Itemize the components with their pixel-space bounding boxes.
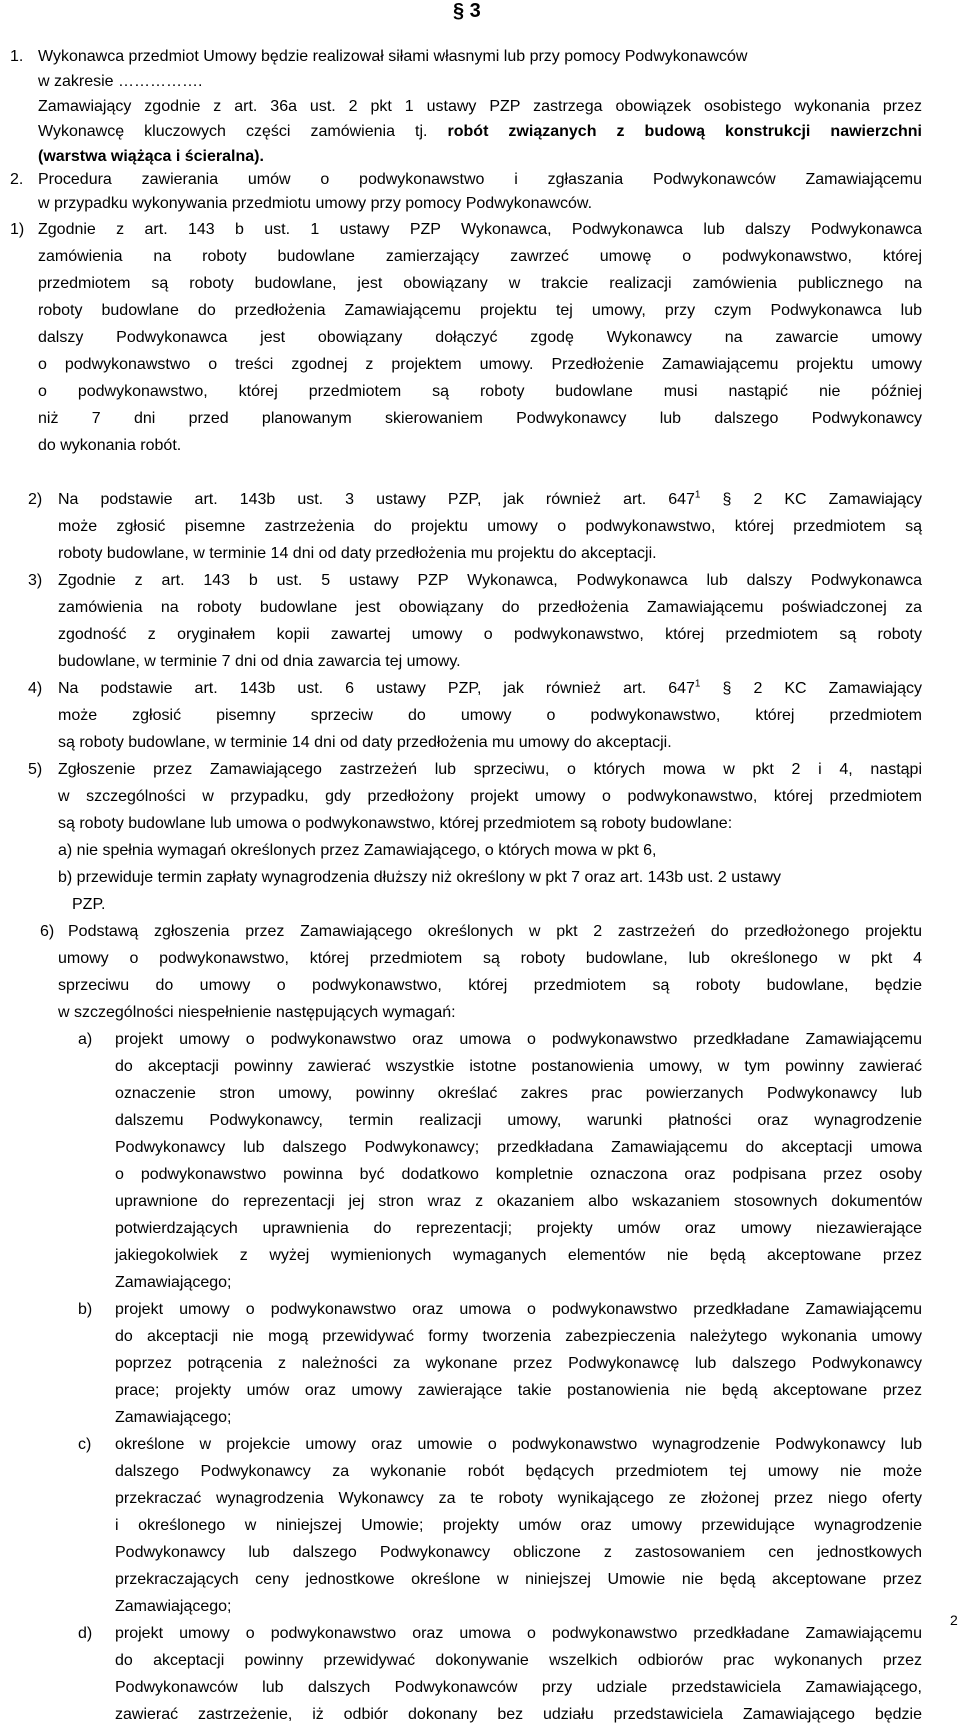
list-item [40, 918, 922, 1026]
text-segment: Wykonawcę kluczowych części zamówienia tj. [38, 123, 428, 140]
superscript: 1 [694, 489, 701, 501]
text-line: Zamawiającego; [115, 1409, 232, 1426]
text-line: roboty budowlane do przedłożenia Zamawiającemu projektu tej umowy, przy czym Podwykonawca lub [38, 302, 922, 319]
item-label: 2) [28, 491, 43, 508]
text-line: projekt umowy o podwykonawstwo oraz umowa o podwykonawstwo przedkładane Zamawiającemu [115, 1031, 922, 1048]
text-line [58, 675, 922, 702]
item-label: 6) [40, 923, 55, 940]
text-line: w przypadku wykonywania przedmiotu umowy przy pomocy Podwykonawców. [38, 195, 593, 212]
text-line: do akceptacji powinny zawierać wszystkie istotne postanowienia umowy, w tym powinny zawierać [115, 1058, 922, 1075]
text-line: a) nie spełnia wymagań określonych przez Zamawiającego, o których mowa w pkt 6, [58, 842, 657, 859]
item-label: 5) [28, 761, 43, 778]
text-line: roboty budowlane, w terminie 14 dni od daty przedłożenia mu projektu do akceptacji. [58, 545, 657, 562]
text-line: w szczególności w przypadku, gdy przedłożony projekt umowy o podwykonawstwo, której przedmiotem [58, 788, 922, 805]
text-line: Zamawiającego; [115, 1598, 232, 1615]
list-item [28, 675, 922, 756]
item-label: c) [78, 1436, 92, 1453]
text-line: Podwykonawców lub dalszych Podwykonawców przy udziale przedstawiciela Zamawiającego, [115, 1679, 922, 1696]
text-line: Zgodnie z art. 143 b ust. 1 ustawy PZP Wykonawca, Podwykonawca lub dalszy Podwykonawca [38, 221, 922, 238]
paragraph-label: 1. [10, 48, 24, 65]
text-line: do wykonania robót. [38, 437, 182, 454]
text-line: przekraczać wynagrodzenia Wykonawcy za te roboty wynikającego ze złożonej przez niego oferty [115, 1490, 922, 1507]
text-line: niż 7 dni przed planowanym skierowaniem Podwykonawcy lub dalszego Podwykonawcy [38, 410, 922, 427]
text-line: dalszego Podwykonawcy za wykonanie robót będących przedmiotem tej umowy nie może [115, 1463, 922, 1480]
text-line: i określonego w niniejszej Umowie; projekty umów oraz umowy przewidujące wynagrodzenie [115, 1517, 922, 1534]
text-line: zamówienia na roboty budowlane jest obowiązany do przedłożenia Zamawiającemu poświadczonej za [58, 599, 922, 616]
text-line: dalszemu Podwykonawcy, termin realizacji umowy, warunki płatności oraz wynagrodzenie [115, 1112, 922, 1129]
item-label: a) [78, 1031, 93, 1048]
sub-list-item [78, 1620, 922, 1728]
item-label: 4) [28, 680, 43, 697]
text-line: PZP. [72, 896, 106, 913]
text-line: potwierdzających uprawnienia do reprezentacji; projekty umów oraz umowy niezawierające [115, 1220, 922, 1237]
text-line: oznaczenie stron umowy, powinny określać zakres prac powierzanych Podwykonawcy lub [115, 1085, 922, 1102]
paragraph-1 [10, 44, 922, 169]
text-line: w szczególności niespełnienie następujących wymagań: [58, 1004, 456, 1021]
sub-list-item [78, 1431, 922, 1620]
list-item [28, 756, 922, 918]
text-line: jakiegokolwiek z wyżej wymienionych wymaganych elementów nie będą akceptowane przez [115, 1247, 922, 1264]
text-line: może zgłosić pisemny sprzeciw do umowy o podwykonawstwo, której przedmiotem [58, 707, 922, 724]
text-line: poprzez potrącenia z należności za wykonane przez Podwykonawcę lub dalszego Podwykonawcy [115, 1355, 922, 1372]
text-line: umowy o podwykonawstwo, której przedmiotem są roboty budowlane, lub określonego w pkt 4 [58, 950, 922, 967]
text-line: projekt umowy o podwykonawstwo oraz umowa o podwykonawstwo przedkładane Zamawiającemu [115, 1625, 922, 1642]
text-line: Podstawą zgłoszenia przez Zamawiającego określonych w pkt 2 zastrzeżeń do przedłożonego projektu [68, 923, 922, 940]
text-line: może zgłosić pisemne zastrzeżenia do projektu umowy o podwykonawstwo, której przedmiotem są [58, 518, 922, 535]
item-label: 1) [10, 221, 25, 238]
text-line: Podwykonawcy lub dalszego Podwykonawcy obliczone z zastosowaniem cen jednostkowych [115, 1544, 922, 1561]
text-line: o podwykonawstwo powinna być dodatkowo kompletnie oznaczona oraz podpisana przez osoby [115, 1166, 922, 1183]
section-heading: § 3 [453, 0, 481, 22]
bold-text: (warstwa wiążąca i ścieralna). [38, 148, 264, 165]
list-item [28, 567, 922, 675]
text-line: b) przewiduje termin zapłaty wynagrodzenia dłuższy niż określony w pkt 7 oraz art. 143b ust. 2 ustawy [58, 869, 782, 886]
item-label: d) [78, 1625, 93, 1642]
text-line: Wykonawca przedmiot Umowy będzie realizował siłami własnymi lub przy pomocy Podwykonawców [38, 48, 748, 65]
sub-list-item [78, 1026, 922, 1296]
text-line: są roboty budowlane, w terminie 14 dni od daty przedłożenia mu umowy do akceptacji. [58, 734, 672, 751]
text-line: Zamawiającego; [115, 1274, 232, 1291]
list-item [28, 486, 922, 567]
text-line: przekraczających ceny jednostkowe określone w niniejszej Umowie nie będą akceptowane przez [115, 1571, 922, 1588]
text-line: uprawnione do reprezentacji jej stron wraz z okazaniem albo wskazaniem stosownych dokumentów [115, 1193, 922, 1210]
text-segment: Na podstawie art. 143b ust. 6 ustawy PZP, jak również art. 647 [58, 680, 695, 697]
text-line: zamówienia na roboty budowlane zamierzający zawrzeć umowę o podwykonawstwo, której [38, 248, 922, 265]
text-line: do akceptacji nie mogą przewidywać formy tworzenia zabezpieczenia należytego wykonania umowy [115, 1328, 922, 1345]
text-segment: § 2 KC Zamawiający [722, 491, 922, 508]
text-line: prace; projekty umów oraz umowy zawierające takie postanowienia nie będą akceptowane przez [115, 1382, 922, 1399]
bold-text: robót związanych z budową konstrukcji nawierzchni [447, 123, 923, 140]
text-line: sprzeciwu do umowy o podwykonawstwo, której przedmiotem są roboty budowlane, będzie [58, 977, 922, 994]
text-line: budowlane, w terminie 7 dni od dnia zawarcia tej umowy. [58, 653, 461, 670]
list-item [10, 216, 922, 459]
text-line: Zgłoszenie przez Zamawiającego zastrzeżeń lub sprzeciwu, o których mowa w pkt 2 i 4, nastąpi [58, 761, 922, 778]
text-line: przedmiotem są roboty budowlane, jest obowiązany w trakcie realizacji zamówienia publicznego na [38, 275, 922, 292]
text-line: Zamawiający zgodnie z art. 36a ust. 2 pkt 1 ustawy PZP zastrzega obowiązek osobistego wykonania przez [38, 98, 922, 115]
text-line: projekt umowy o podwykonawstwo oraz umowa o podwykonawstwo przedkładane Zamawiającemu [115, 1301, 922, 1318]
paragraph-label: 2. [10, 171, 24, 188]
text-line: zawierać zastrzeżenie, iż odbiór dokonany bez udziału przedstawiciela Zamawiającego będzie [115, 1706, 922, 1723]
text-line: o podwykonawstwo o treści zgodnej z projektem umowy. Przedłożenie Zamawiającemu projektu umowy [38, 356, 922, 373]
text-line: zgodność z oryginałem kopii zawartej umowy o podwykonawstwo, której przedmiotem są roboty [58, 626, 922, 643]
text-line: do akceptacji powinny przewidywać dokonywanie wszelkich odbiorów prac wykonanych przez [115, 1652, 922, 1669]
text-segment: § 2 KC Zamawiający [722, 680, 922, 697]
text-line: dalszy Podwykonawca jest obowiązany dołączyć zgodę Wykonawcy na zawarcie umowy [38, 329, 922, 346]
paragraph-2 [10, 168, 922, 216]
text-line [38, 119, 922, 144]
text-line [58, 486, 922, 513]
sub-list-item [78, 1296, 922, 1431]
text-line: określone w projekcie umowy oraz umowie o podwykonawstwo wynagrodzenie Podwykonawcy lub [115, 1436, 922, 1453]
text-segment: Na podstawie art. 143b ust. 3 ustawy PZP, jak również art. 647 [58, 491, 695, 508]
superscript: 1 [694, 678, 701, 690]
text-line: o podwykonawstwo, której przedmiotem są roboty budowlane musi nastąpić nie później [38, 383, 922, 400]
page-number: 2 [950, 1612, 958, 1628]
text-line: Podwykonawcy lub dalszego Podwykonawcy; przedkładana Zamawiającemu do akceptacji umowa [115, 1139, 922, 1156]
item-label: b) [78, 1301, 93, 1318]
text-line: w zakresie ……………. [38, 73, 203, 90]
text-line: Procedura zawierania umów o podwykonawstwo i zgłaszania Podwykonawców Zamawiającemu [38, 171, 922, 188]
item-label: 3) [28, 572, 43, 589]
text-line: Zgodnie z art. 143 b ust. 5 ustawy PZP Wykonawca, Podwykonawca lub dalszy Podwykonawca [58, 572, 922, 589]
text-line: są roboty budowlane lub umowa o podwykonawstwo, której przedmiotem są roboty budowlane: [58, 815, 733, 832]
